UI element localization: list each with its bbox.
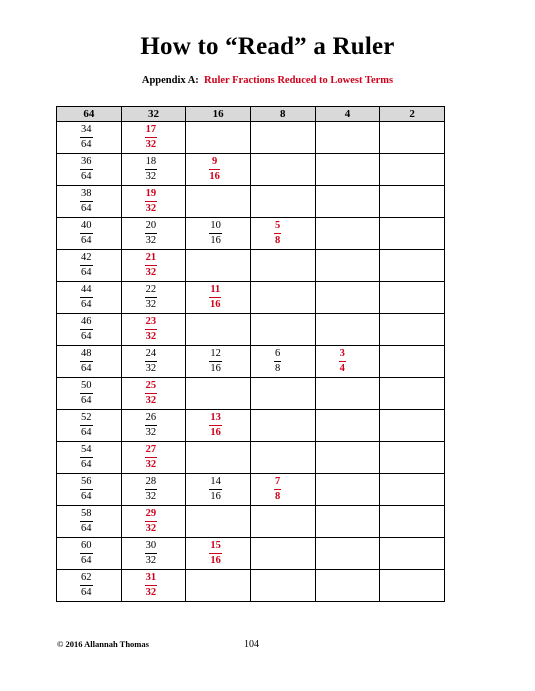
- table-cell: [57, 218, 122, 250]
- table-cell: [186, 250, 251, 282]
- table-header-row: [57, 107, 445, 122]
- fraction: [145, 476, 158, 503]
- table-cell: [186, 538, 251, 570]
- page-title: How to “Read” a Ruler: [140, 33, 395, 60]
- fraction-numerator: 5: [274, 220, 281, 234]
- fraction-denominator: 64: [81, 458, 92, 470]
- table-cell: [57, 122, 122, 154]
- table-cell: [315, 538, 380, 570]
- fraction: [209, 220, 222, 247]
- fraction-numerator: 36: [80, 156, 93, 170]
- fraction-numerator: 50: [80, 380, 93, 394]
- table-cell: [121, 570, 186, 602]
- table-row: [57, 218, 445, 250]
- fraction-numerator: 6: [274, 348, 281, 362]
- table-cell: [121, 538, 186, 570]
- fraction-numerator: 48: [80, 348, 93, 362]
- column-header-8: 8: [250, 107, 315, 122]
- table-cell: [315, 186, 380, 218]
- subtitle-prefix: Appendix A:: [141, 75, 199, 86]
- table-row: [57, 186, 445, 218]
- table-cell: [250, 250, 315, 282]
- fraction-denominator: 16: [210, 490, 221, 502]
- table-cell: [121, 474, 186, 506]
- table-cell: [186, 570, 251, 602]
- table-cell: [57, 410, 122, 442]
- reduced-fraction: [209, 284, 221, 311]
- fraction-denominator: 64: [81, 266, 92, 278]
- table-cell: [380, 570, 445, 602]
- reduced-fraction: [209, 540, 222, 567]
- table-cell: [380, 218, 445, 250]
- fraction: [80, 380, 93, 407]
- table-cell: [380, 186, 445, 218]
- table-cell: [380, 122, 445, 154]
- table-cell: [315, 122, 380, 154]
- table-cell: [315, 506, 380, 538]
- fraction-numerator: 42: [80, 252, 93, 266]
- table-cell: [250, 570, 315, 602]
- fraction-numerator: 14: [209, 476, 222, 490]
- table-cell: [315, 346, 380, 378]
- table-cell: [57, 346, 122, 378]
- table-cell: [250, 314, 315, 346]
- fraction-numerator: 19: [145, 188, 158, 202]
- fraction: [80, 540, 93, 567]
- fraction-table: [56, 106, 445, 602]
- fraction-denominator: 64: [81, 138, 92, 150]
- fraction-numerator: 22: [145, 284, 158, 298]
- table-cell: [57, 282, 122, 314]
- fraction: [80, 572, 93, 599]
- fraction-numerator: 34: [80, 124, 93, 138]
- fraction-numerator: 52: [80, 412, 93, 426]
- fraction-denominator: 64: [81, 330, 92, 342]
- fraction-denominator: 32: [145, 330, 157, 342]
- table-cell: [121, 410, 186, 442]
- table-cell: [250, 282, 315, 314]
- table-cell: [186, 122, 251, 154]
- fraction-denominator: 64: [81, 234, 92, 246]
- table-cell: [57, 506, 122, 538]
- fraction-denominator: 32: [145, 490, 157, 502]
- table-cell: [121, 346, 186, 378]
- table-cell: [57, 474, 122, 506]
- fraction: [145, 284, 158, 311]
- table-cell: [121, 154, 186, 186]
- fraction-numerator: 31: [145, 572, 158, 586]
- fraction-denominator: 64: [81, 170, 92, 182]
- table-cell: [57, 154, 122, 186]
- fraction-numerator: 38: [80, 188, 93, 202]
- fraction-numerator: 18: [145, 156, 158, 170]
- table-cell: [380, 474, 445, 506]
- table-cell: [250, 346, 315, 378]
- table-row: [57, 538, 445, 570]
- fraction-denominator: 32: [145, 458, 157, 470]
- fraction-denominator: 16: [210, 554, 221, 566]
- table-row: [57, 442, 445, 474]
- fraction-numerator: 15: [209, 540, 222, 554]
- fraction-denominator: 32: [145, 586, 157, 598]
- fraction: [145, 220, 158, 247]
- fraction-denominator: 16: [209, 170, 220, 182]
- table-body: [57, 122, 445, 602]
- table-row: [57, 410, 445, 442]
- table-row: [57, 282, 445, 314]
- fraction: [80, 412, 93, 439]
- table-cell: [315, 218, 380, 250]
- fraction: [80, 124, 93, 151]
- table-row: [57, 154, 445, 186]
- table-cell: [57, 250, 122, 282]
- fraction-numerator: 24: [145, 348, 158, 362]
- table-row: [57, 570, 445, 602]
- table-cell: [315, 442, 380, 474]
- reduced-fraction: [145, 124, 158, 151]
- fraction-numerator: 21: [145, 252, 158, 266]
- fraction-denominator: 32: [145, 234, 157, 246]
- table-cell: [380, 250, 445, 282]
- table-cell: [57, 378, 122, 410]
- fraction: [80, 156, 93, 183]
- table-cell: [57, 186, 122, 218]
- table-cell: [121, 122, 186, 154]
- table-cell: [186, 186, 251, 218]
- table-cell: [315, 570, 380, 602]
- table-cell: [186, 346, 251, 378]
- fraction-numerator: 28: [145, 476, 158, 490]
- table-cell: [186, 474, 251, 506]
- table-cell: [121, 218, 186, 250]
- fraction-numerator: 29: [145, 508, 158, 522]
- table-cell: [250, 410, 315, 442]
- fraction: [80, 284, 93, 311]
- fraction-numerator: 27: [145, 444, 158, 458]
- fraction-denominator: 64: [81, 362, 92, 374]
- table-cell: [121, 378, 186, 410]
- fraction-numerator: 30: [145, 540, 158, 554]
- table-cell: [186, 314, 251, 346]
- fraction-denominator: 32: [145, 266, 157, 278]
- table-row: [57, 506, 445, 538]
- reduced-fraction: [209, 156, 220, 183]
- table-cell: [186, 154, 251, 186]
- table-cell: [186, 442, 251, 474]
- table-cell: [57, 570, 122, 602]
- table-row: [57, 122, 445, 154]
- table-cell: [121, 282, 186, 314]
- fraction-numerator: 56: [80, 476, 93, 490]
- fraction: [209, 476, 222, 503]
- fraction-numerator: 44: [80, 284, 93, 298]
- fraction-numerator: 10: [209, 220, 222, 234]
- reduced-fraction: [274, 476, 281, 503]
- table-cell: [250, 186, 315, 218]
- fraction-denominator: 16: [210, 362, 221, 374]
- column-header-16: 16: [186, 107, 251, 122]
- table-cell: [186, 410, 251, 442]
- table-cell: [121, 186, 186, 218]
- fraction-denominator: 8: [274, 490, 281, 502]
- table-cell: [380, 314, 445, 346]
- table-cell: [57, 538, 122, 570]
- fraction-denominator: 32: [145, 138, 157, 150]
- table-cell: [380, 378, 445, 410]
- table-cell: [380, 282, 445, 314]
- reduced-fraction: [145, 572, 158, 599]
- table-cell: [315, 282, 380, 314]
- fraction-numerator: 7: [274, 476, 281, 490]
- fraction: [80, 316, 93, 343]
- fraction-denominator: 64: [81, 426, 92, 438]
- fraction: [80, 444, 93, 471]
- table-cell: [186, 218, 251, 250]
- fraction-denominator: 32: [145, 394, 157, 406]
- reduced-fraction: [145, 444, 158, 471]
- table-cell: [315, 410, 380, 442]
- table-cell: [250, 474, 315, 506]
- fraction: [145, 156, 158, 183]
- fraction-numerator: 9: [209, 156, 220, 170]
- fraction-denominator: 32: [145, 362, 157, 374]
- table-cell: [315, 154, 380, 186]
- fraction: [80, 508, 93, 535]
- fraction: [80, 252, 93, 279]
- fraction-denominator: 32: [145, 298, 157, 310]
- table-cell: [380, 538, 445, 570]
- table-row: [57, 474, 445, 506]
- fraction-numerator: 20: [145, 220, 158, 234]
- table-cell: [250, 442, 315, 474]
- table-cell: [315, 378, 380, 410]
- table-cell: [57, 442, 122, 474]
- fraction: [145, 348, 158, 375]
- table-cell: [186, 282, 251, 314]
- copyright-notice: © 2016 Allannah Thomas: [57, 639, 149, 649]
- fraction-numerator: 12: [209, 348, 222, 362]
- table-row: [57, 346, 445, 378]
- table-cell: [380, 442, 445, 474]
- table-cell: [186, 378, 251, 410]
- fraction-denominator: 16: [210, 298, 221, 310]
- table-cell: [250, 218, 315, 250]
- fraction-denominator: 64: [81, 394, 92, 406]
- table-cell: [315, 314, 380, 346]
- reduced-fraction: [145, 380, 158, 407]
- fraction-numerator: 3: [339, 348, 346, 362]
- subtitle-text: Ruler Fractions Reduced to Lowest Terms: [204, 75, 394, 86]
- fraction-numerator: 60: [80, 540, 93, 554]
- table-cell: [250, 154, 315, 186]
- fraction-denominator: 64: [81, 522, 92, 534]
- fraction: [80, 220, 93, 247]
- fraction-numerator: 25: [145, 380, 158, 394]
- table-cell: [121, 442, 186, 474]
- fraction-numerator: 46: [80, 316, 93, 330]
- reduced-fraction: [145, 508, 158, 535]
- table-cell: [380, 410, 445, 442]
- fraction: [209, 348, 222, 375]
- fraction: [145, 540, 158, 567]
- fraction: [80, 348, 93, 375]
- fraction-numerator: 40: [80, 220, 93, 234]
- column-header-2: 2: [380, 107, 445, 122]
- fraction-numerator: 13: [209, 412, 222, 426]
- table-cell: [57, 314, 122, 346]
- fraction-denominator: 8: [274, 362, 281, 374]
- fraction-numerator: 23: [145, 316, 158, 330]
- table-cell: [315, 250, 380, 282]
- fraction: [80, 188, 93, 215]
- fraction-denominator: 32: [145, 554, 157, 566]
- reduced-fraction: [145, 252, 158, 279]
- reduced-fraction: [339, 348, 346, 375]
- fraction-numerator: 11: [209, 284, 221, 298]
- column-header-64: 64: [57, 107, 122, 122]
- page-subtitle: [0, 75, 535, 86]
- fraction-denominator: 16: [210, 426, 221, 438]
- reduced-fraction: [145, 316, 158, 343]
- fraction-denominator: 64: [81, 298, 92, 310]
- table-row: [57, 378, 445, 410]
- reduced-fraction: [145, 188, 158, 215]
- column-header-32: 32: [121, 107, 186, 122]
- column-header-4: 4: [315, 107, 380, 122]
- table-cell: [250, 538, 315, 570]
- table-row: [57, 314, 445, 346]
- table-cell: [380, 346, 445, 378]
- table-cell: [121, 506, 186, 538]
- table-cell: [250, 378, 315, 410]
- fraction-denominator: 64: [81, 490, 92, 502]
- fraction: [145, 412, 158, 439]
- fraction-numerator: 17: [145, 124, 158, 138]
- fraction-numerator: 58: [80, 508, 93, 522]
- reduced-fraction: [209, 412, 222, 439]
- table-cell: [121, 314, 186, 346]
- fraction: [274, 348, 281, 375]
- fraction-denominator: 8: [274, 234, 281, 246]
- fraction-denominator: 16: [210, 234, 221, 246]
- fraction-denominator: 32: [145, 522, 157, 534]
- table-cell: [186, 506, 251, 538]
- table-cell: [380, 154, 445, 186]
- fraction-denominator: 64: [81, 586, 92, 598]
- table-cell: [250, 506, 315, 538]
- fraction-numerator: 62: [80, 572, 93, 586]
- fraction: [80, 476, 93, 503]
- fraction-denominator: 4: [339, 362, 345, 374]
- fraction-denominator: 32: [145, 426, 157, 438]
- page-number: 104: [244, 639, 259, 650]
- table-cell: [250, 122, 315, 154]
- fraction-numerator: 54: [80, 444, 93, 458]
- table-cell: [315, 474, 380, 506]
- table-cell: [380, 506, 445, 538]
- reduced-fraction: [274, 220, 281, 247]
- fraction-denominator: 64: [81, 202, 92, 214]
- fraction-denominator: 32: [145, 170, 157, 182]
- fraction-denominator: 32: [145, 202, 157, 214]
- fraction-denominator: 64: [81, 554, 92, 566]
- fraction-numerator: 26: [145, 412, 158, 426]
- table-row: [57, 250, 445, 282]
- table-cell: [121, 250, 186, 282]
